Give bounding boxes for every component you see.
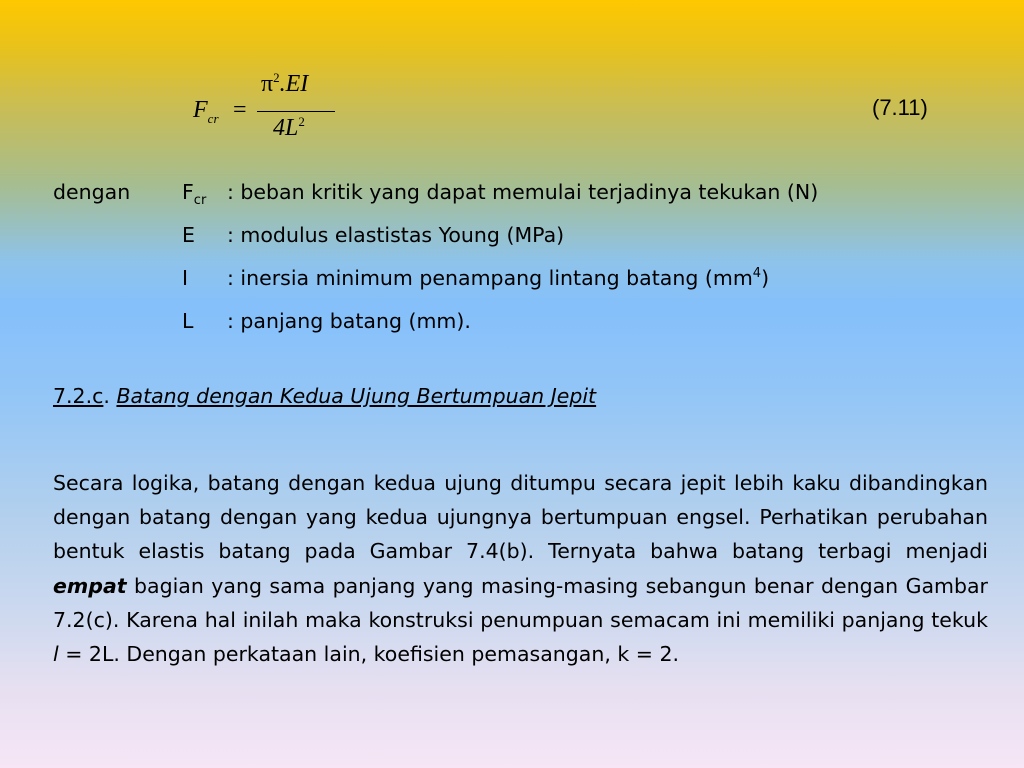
definition-description: : inersia minimum penampang lintang batang $(mm^4)$ xyxy=(227,266,770,290)
formula-denominator: $4L^2$ xyxy=(273,114,305,141)
section-title: Batang dengan Kedua Ujung Bertumpuan Jepit xyxy=(116,384,597,408)
section-number: 7.2.c xyxy=(53,384,104,408)
definitions-intro: dengan xyxy=(53,180,131,204)
definition-symbol: I xyxy=(182,266,189,290)
italic-variable: l xyxy=(53,642,59,667)
formula-numerator: $\pi^2.EI$ xyxy=(261,70,309,97)
definition-description: : modulus elastistas Young (MPa) xyxy=(227,223,565,247)
formula-lhs-subscript: cr xyxy=(207,110,219,126)
fraction-bar xyxy=(257,111,335,112)
body-paragraph: Secara logika, batang dengan kedua ujung ditumpu secara jepit lebih kaku dibandingkan dengan batang dengan yang kedua ujungnya bertumpuan engsel. Perhatikan perubahan bentuk elastis batang pada Gambar 7.4(b). Ternyata bahwa batang terbagi menjadi empat bagian yang sama panjang yang masing-masing sebangun benar dengan Gambar 7.2(c). Karena hal inilah maka konstruksi penumpuan semacam ini memiliki panjang tekuk l = 2L. Dengan perkataan lain, koefisien pemasangan, k = 2. xyxy=(53,471,988,667)
definition-description: : panjang batang (mm). xyxy=(227,309,471,333)
equation-number: (7.11) xyxy=(872,95,928,120)
definition-description: : beban kritik yang dapat memulai terjadinya tekukan (N) xyxy=(227,180,819,204)
section-heading xyxy=(53,384,596,408)
section-separator: . xyxy=(103,384,117,408)
emphasis-text: empat xyxy=(53,573,127,598)
definition-symbol: L xyxy=(182,309,194,333)
formula-equals: = xyxy=(233,97,247,123)
formula-lhs: $F_{cr}$ xyxy=(193,97,219,126)
definition-symbol: $F_{cr}$ xyxy=(182,180,207,209)
definition-symbol: E xyxy=(182,223,195,247)
